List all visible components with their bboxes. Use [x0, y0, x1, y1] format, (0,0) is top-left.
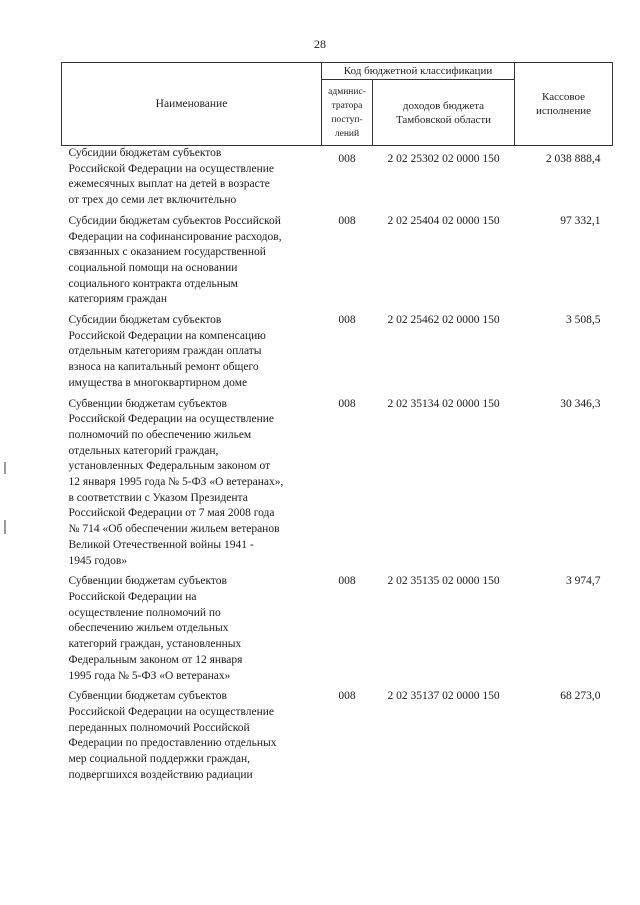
text-line: отдельных категорий граждан, — [68, 444, 219, 457]
row-admin-code: 008 — [338, 575, 356, 588]
text-line: связанных с оказанием государственной — [68, 246, 266, 259]
table-header — [62, 63, 613, 146]
text-line: админис- — [328, 86, 366, 97]
text-line: от трех до семи лет включительно — [68, 194, 237, 207]
text-line: обеспечению жильем отдельных — [68, 622, 229, 635]
row-admin-code: 008 — [338, 314, 356, 327]
text-line: Федерации на софинансирование расходов, — [68, 230, 282, 243]
text-line: тратора — [331, 100, 363, 111]
text-line: Субсидии бюджетам субъектов — [68, 314, 222, 327]
text-line: Субвенции бюджетам субъектов — [68, 690, 227, 703]
text-line: подвергшихся воздействию радиации — [68, 768, 253, 781]
text-line: Великой Отечественной войны 1941 - — [68, 538, 254, 551]
row-name — [62, 689, 322, 788]
row-execution: 3 974,7 — [566, 575, 601, 588]
header-admin — [322, 80, 373, 146]
text-line: Субвенции бюджетам субъектов — [68, 397, 227, 410]
table-row — [62, 313, 613, 397]
row-income-code: 2 02 35137 02 0000 150 — [387, 690, 500, 703]
text-line: поступ- — [331, 114, 363, 125]
text-line: переданных полномочий Российской — [68, 721, 250, 734]
header-name: Наименование — [62, 63, 322, 146]
text-line: социального контракта отдельным — [68, 277, 238, 290]
row-admin-code: 008 — [338, 214, 356, 227]
row-name — [62, 214, 322, 313]
row-admin-code: 008 — [338, 397, 356, 410]
text-line: № 714 «Об обеспечении жильем ветеранов — [68, 523, 280, 536]
text-line: Федерации по предоставлению отдельных — [68, 737, 277, 750]
text-line: Субсидии бюджетам субъектов Российской — [68, 214, 281, 227]
row-execution: 97 332,1 — [560, 214, 601, 227]
page-number: 28 — [314, 37, 326, 51]
text-line: Кассовое — [542, 91, 585, 103]
row-income-code: 2 02 25302 02 0000 150 — [387, 153, 500, 165]
table-row — [62, 397, 613, 575]
text-line: Субсидии бюджетам субъектов — [68, 147, 222, 159]
text-line: установленных Федеральным законом от — [68, 460, 271, 473]
text-line: Российской Федерации на осуществление — [68, 413, 275, 426]
text-line: Федеральным законом от 12 января — [68, 653, 243, 666]
text-line: 1945 годов» — [68, 554, 128, 567]
row-income-code: 2 02 35134 02 0000 150 — [387, 397, 500, 410]
text-line: Российской Федерации на компенсацию — [68, 329, 266, 342]
text-line: полномочий по обеспечению жильем — [68, 428, 252, 441]
row-execution: 30 346,3 — [560, 397, 601, 410]
text-line: социальной помощи на основании — [68, 261, 238, 274]
table-row — [62, 214, 613, 313]
scan-edge-mark — [4, 462, 6, 474]
text-line: доходов бюджета — [402, 99, 485, 112]
text-line: Российской Федерации на — [68, 590, 197, 603]
text-line: мер социальной поддержки граждан, — [68, 753, 250, 766]
table-row — [62, 146, 613, 214]
text-line: категорий граждан, установленных — [68, 638, 242, 651]
header-execution — [515, 63, 613, 146]
row-income-code: 2 02 25462 02 0000 150 — [387, 314, 500, 327]
row-name — [62, 313, 322, 397]
text-line: лений — [334, 128, 360, 139]
header-code-group: Код бюджетной классификации — [322, 63, 515, 80]
table-row — [62, 574, 613, 689]
text-line: ежемесячных выплат на детей в возрасте — [68, 178, 270, 191]
text-line: исполнение — [536, 105, 591, 117]
budget-table — [61, 62, 613, 788]
text-line: 1995 года № 5-ФЗ «О ветеранах» — [68, 669, 231, 682]
row-admin-code: 008 — [338, 690, 356, 703]
text-line: 12 января 1995 года № 5-ФЗ «О ветеранах», — [68, 476, 284, 489]
text-line: отдельным категориям граждан оплаты — [68, 345, 262, 358]
text-line: Тамбовской области — [395, 113, 492, 126]
row-name — [62, 397, 322, 575]
row-admin-code: 008 — [338, 153, 356, 165]
header-income — [373, 80, 515, 146]
text-line: Российской Федерации на осуществление — [68, 162, 275, 175]
row-income-code: 2 02 25404 02 0000 150 — [387, 214, 500, 227]
text-line: имущества в многоквартирном доме — [68, 376, 248, 389]
row-name — [62, 146, 322, 214]
table-row — [62, 689, 613, 788]
scan-edge-mark — [4, 520, 6, 534]
row-execution: 3 508,5 — [566, 314, 601, 327]
text-line: категориям граждан — [68, 293, 168, 306]
text-line: Субвенции бюджетам субъектов — [68, 575, 227, 588]
row-name — [62, 574, 322, 689]
text-line: Российской Федерации от 7 мая 2008 года — [68, 507, 275, 520]
text-line: осуществление полномочий по — [68, 606, 221, 619]
text-line: Российской Федерации на осуществление — [68, 705, 275, 718]
row-income-code: 2 02 35135 02 0000 150 — [387, 575, 500, 588]
row-execution: 2 038 888,4 — [545, 153, 601, 165]
row-execution: 68 273,0 — [560, 690, 601, 703]
text-line: в соответствии с Указом Президента — [68, 491, 248, 504]
text-line: взноса на капитальный ремонт общего — [68, 361, 259, 374]
table-body — [62, 146, 613, 789]
